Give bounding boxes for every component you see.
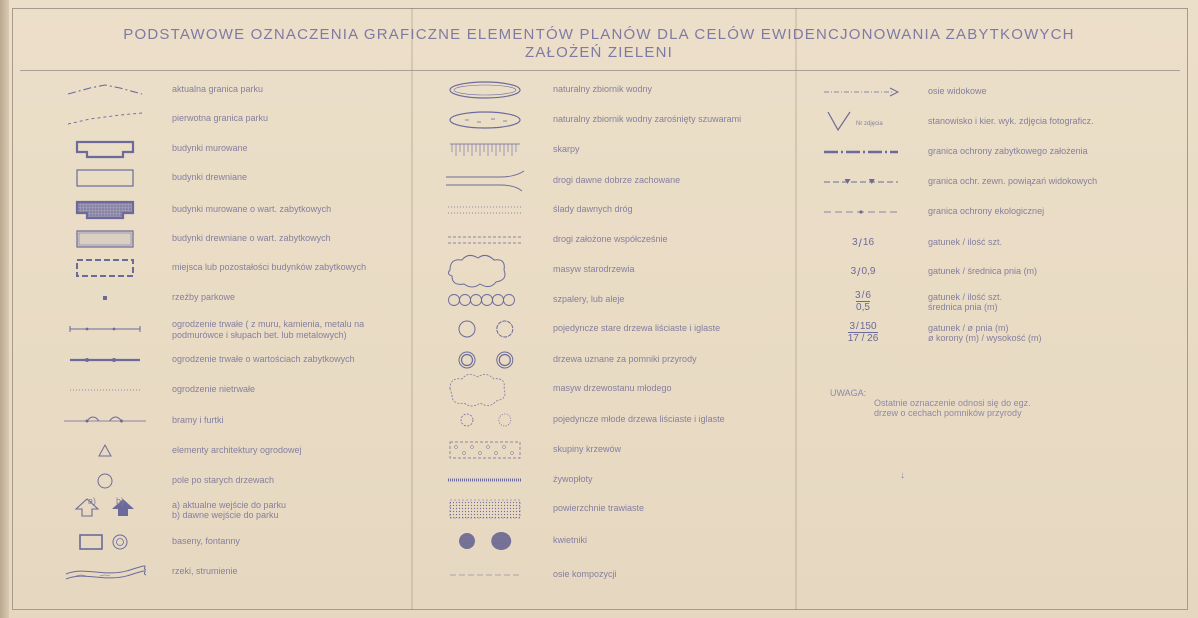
composition-axis-icon [440, 561, 530, 589]
photo-number-label: Nr zdjęcia [856, 121, 883, 127]
shrub-group-icon [440, 436, 530, 464]
young-tree-mass-icon [440, 375, 530, 403]
legend-label: budynki drewniane [172, 172, 248, 182]
legend-label: masyw drzewostanu młodego [553, 383, 672, 393]
legend-label: baseny, fontanny [172, 536, 240, 546]
fraction-c-icon: 3 / 6 0,5 [855, 290, 871, 313]
fraction-b-icon: 3 / 0,9 [850, 265, 876, 279]
natural-water-icon [440, 76, 530, 104]
legend-label: miejsca lub pozostałości budynków zabytkowych [172, 262, 367, 272]
hedge-icon [440, 466, 530, 494]
historic-masonry-building-icon [60, 196, 150, 224]
legend-label: budynki drewniane o wart. zabytkowych [172, 233, 331, 243]
wooden-building-icon [60, 164, 150, 192]
legend-label: średnica pnia (m) [928, 302, 998, 312]
paper-edge [0, 0, 9, 618]
flowerbed-icon [440, 527, 530, 555]
legend-label: osie kompozycji [553, 569, 617, 579]
dashed-boundary-current-icon [60, 76, 150, 104]
fraction-bottom: 0,5 [856, 302, 870, 313]
protection-boundary-icon [816, 138, 906, 166]
legend-label: skupiny krzewów [553, 444, 622, 454]
legend-label: pojedyncze młode drzewa liściaste i iglaste [553, 414, 725, 424]
legend-label: gatunek / ø pnia (m) [928, 323, 1009, 333]
reed-water-icon [440, 106, 530, 134]
fraction-bottom: 16 [862, 237, 875, 248]
legend-label: rzeźby parkowe [172, 292, 236, 302]
gate-icon [60, 407, 150, 435]
legend-label: budynki murowane o wart. zabytkowych [172, 204, 332, 214]
single-old-trees-icon [440, 315, 530, 343]
permanent-fence-icon [60, 315, 150, 343]
entrance-mark-b: b) [116, 496, 125, 506]
fraction-top: 3 [855, 290, 861, 301]
building-remains-icon [60, 254, 150, 282]
legend-label: powierzchnie trawiaste [553, 503, 645, 513]
legend-label: granica ochrony zabytkowego założenia [928, 146, 1088, 156]
legend-label: drzewa uznane za pomniki przyrody [553, 354, 697, 364]
modern-road-icon [440, 226, 530, 254]
old-tree-mass-icon [440, 256, 530, 284]
legend-label: ogrodzenie trwałe o wartościach zabytkowych [172, 354, 355, 364]
fraction-mid: 150 [859, 321, 877, 332]
legend-label: gatunek / średnica pnia (m) [928, 266, 1038, 276]
fraction-bottom: 0,9 [861, 266, 876, 277]
masonry-building-icon [60, 135, 150, 163]
legend-label: rzeki, strumienie [172, 566, 238, 576]
fraction-a-icon: 3 / 16 [851, 236, 875, 250]
legend-label: kwietniki [553, 535, 588, 545]
slope-icon [440, 136, 530, 164]
entrance-arrows-icon [60, 496, 150, 524]
fraction-top: 3 [849, 321, 856, 332]
note-heading: UWAGA: [830, 388, 867, 398]
single-young-trees-icon [440, 406, 530, 434]
title-line-2: ZAŁOŻEŃ ZIELENI [524, 44, 674, 61]
legend-label: gatunek / ilość szt. [928, 292, 1003, 302]
historic-wooden-building-icon [60, 225, 150, 253]
legend-label: granica ochr. zewn. powiązań widokowych [928, 176, 1098, 186]
legend-label: drogi dawne dobrze zachowane [553, 175, 681, 185]
legend-label: drogi założone współcześnie [553, 234, 668, 244]
legend-label: pojedyncze stare drzewa liściaste i iglaste [553, 323, 721, 333]
monument-trees-icon [440, 346, 530, 374]
sculpture-dot-icon [60, 284, 150, 312]
legend-label: b) dawne wejście do parku [172, 510, 279, 520]
legend-label: pole po starych drzewach [172, 475, 275, 485]
fraction-top: 3 [851, 237, 858, 248]
ecological-boundary-icon [816, 198, 906, 226]
lawn-icon [440, 495, 530, 523]
legend-label: a) aktualne wejście do parku [172, 500, 287, 510]
road-traces-icon [440, 196, 530, 224]
fraction-bottom: 17 / 26 [847, 333, 879, 344]
pencil-mark: ↓ [900, 470, 905, 481]
legend-label: masyw starodrzewia [553, 264, 635, 274]
hedgerow-icon [440, 286, 530, 314]
fold-line-1 [411, 8, 413, 610]
note-line-1: Ostatnie oznaczenie odnosi się do egz. [874, 398, 1031, 408]
fold-line-2 [795, 8, 797, 610]
legend-label: aktualna granica parku [172, 84, 264, 94]
legend-label: żywopłoty [553, 474, 593, 484]
note-line-2: drzew o cechach pomników przyrody [874, 408, 1022, 418]
legend-label: szpalery, lub aleje [553, 294, 625, 304]
pool-fountain-icon [60, 528, 150, 556]
legend-label: ogrodzenie trwałe ( z muru, kamienia, metalu na podmurówce i słupach bet. lub metalowych) [172, 319, 365, 340]
entrance-mark-a: a) [88, 496, 97, 506]
dashed-boundary-original-icon [60, 105, 150, 133]
legend-label: bramy i furtki [172, 415, 224, 425]
triangle-icon [60, 437, 150, 465]
legend-label: ø korony (m) / wysokość (m) [928, 333, 1042, 343]
title-line-1: PODSTAWOWE OZNACZENIA GRAFICZNE ELEMENTÓW PLANÓW DLA CELÓW EWIDENCJONOWANIA ZABYTKOWYCH [123, 26, 1075, 43]
fraction-top: 3 [850, 266, 857, 277]
fraction-mid: 6 [865, 290, 871, 301]
legend-label: pierwotna granica parku [172, 113, 269, 123]
view-axis-icon [816, 78, 906, 106]
legend-label: stanowisko i kier. wyk. zdjęcia fotograficz. [928, 116, 1094, 126]
legend-label: naturalny zbiornik wodny [553, 84, 653, 94]
legend-label: granica ochrony ekologicznej [928, 206, 1045, 216]
river-icon [60, 558, 150, 586]
temporary-fence-icon [60, 376, 150, 404]
legend-label: elementy architektury ogrodowej [172, 445, 302, 455]
fraction-d-icon: 3 / 150 17 / 26 [847, 321, 879, 344]
old-road-icon [440, 167, 530, 195]
legend-label: ślady dawnych dróg [553, 204, 633, 214]
circle-icon [60, 467, 150, 495]
legend-label: osie widokowe [928, 86, 987, 96]
legend-label: ogrodzenie nietrwałe [172, 384, 256, 394]
outer-protection-icon [816, 168, 906, 196]
legend-label: gatunek / ilość szt. [928, 237, 1003, 247]
legend-label: naturalny zbiornik wodny zarośnięty szuwarami [553, 114, 742, 124]
legend-label: budynki murowane [172, 143, 248, 153]
legend-label: skarpy [553, 144, 580, 154]
historic-fence-icon [60, 346, 150, 374]
title-divider [20, 70, 1180, 71]
